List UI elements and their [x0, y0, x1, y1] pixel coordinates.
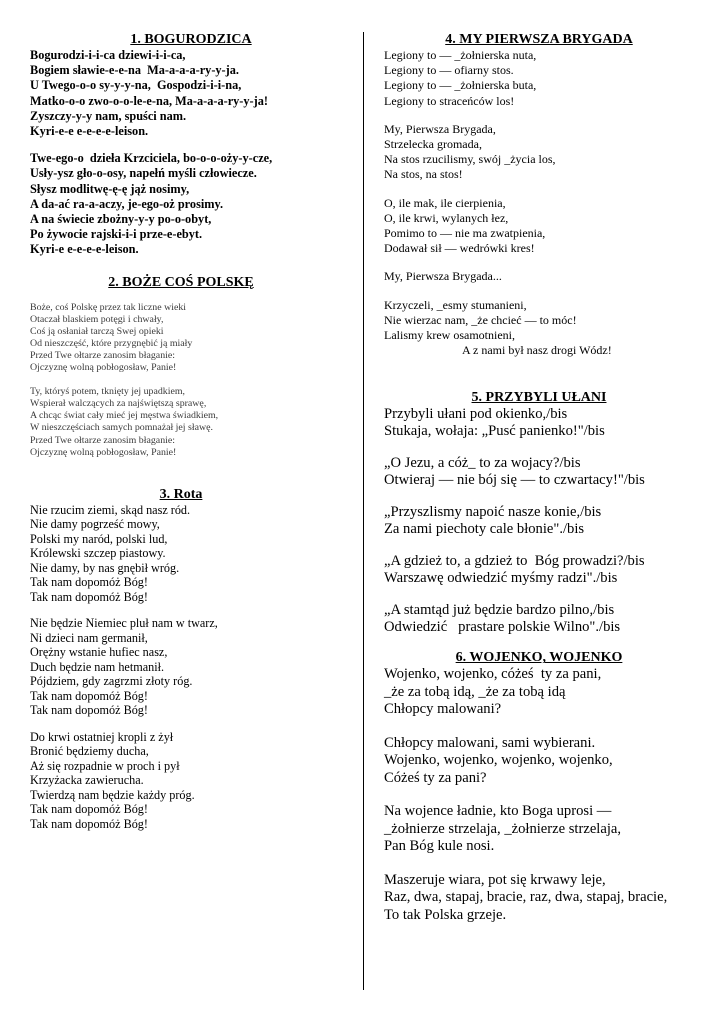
lyric-line: Legiony to straceńców los! [384, 93, 515, 108]
stanza [384, 455, 694, 489]
lyric-line: Bogiem sławie-e-e-na Ma-a-a-a-ry-y-ja. [30, 63, 239, 78]
stanza [384, 122, 694, 183]
left-column [30, 28, 332, 831]
stanza [384, 602, 694, 636]
lyric-line: Lalismy krew osamotnieni, [384, 328, 515, 343]
lyric-line: Dodawał sił — wedrówki kres! [384, 241, 535, 256]
lyric-line: Tak nam dopomóż Bóg! [30, 703, 148, 718]
lyric-line: Przybyli ułani pod okienko,/bis [384, 406, 568, 423]
lyric-line: Usły-ysz gło-o-osy, napełń myśli człowiecze. [30, 166, 257, 181]
stanza [30, 48, 332, 139]
stanza [384, 196, 694, 257]
lyric-line: Legiony to — _żołnierska buta, [384, 78, 537, 93]
lyric-line: Raz, dwa, stapaj, bracie, raz, dwa, stapaj, bracie, [384, 889, 668, 906]
lyric-line: Słysz modlitwę-ę-ę jąż nosimy, [30, 181, 190, 196]
lyric-line: Duch będzie nam hetmanił. [30, 659, 165, 674]
lyric-line: A na świecie zbożny-y-y po-o-obyt, [30, 212, 212, 227]
stanza [30, 503, 332, 605]
lyric-line: Za nami piechoty cale błonie"./bis [384, 521, 585, 538]
lyric-line: Twe-ego-o dzieła Krzciciela, bo-o-o-oży-y-cze, [30, 151, 273, 166]
stanza [384, 269, 694, 284]
lyric-line: U Twego-o-o sy-y-y-na, Gospodzi-i-i-na, [30, 78, 242, 93]
stanza [384, 298, 694, 359]
lyric-line: Królewski szczep piastowy. [30, 546, 166, 561]
lyric-line: Ty, któryś potem, tknięty jej upadkiem, [30, 386, 185, 398]
lyric-line: „A gdzież to, a gdzież to Bóg prowadzi?/bis [384, 553, 645, 570]
lyric-line: Nie wierzac nam, _że chcieć — to móc! [384, 312, 577, 327]
lyric-line: Matko-o-o zwo-o-o-le-e-na, Ma-a-a-a-ry-y-ja! [30, 93, 268, 108]
lyric-line: Tak nam dopomóż Bóg! [30, 688, 148, 703]
song-rota [30, 486, 332, 832]
lyric-line: Wspierał walczących za najświętszą sprawę, [30, 398, 207, 410]
lyric-line: „Przyszlismy napoić nasze konie,/bis [384, 504, 602, 521]
stanza [30, 730, 332, 832]
lyric-line: Tak nam dopomóż Bóg! [30, 816, 148, 831]
column-divider [363, 32, 364, 990]
lyric-line: Przed Twe ołtarze zanosim błaganie: [30, 434, 175, 446]
lyric-line: Ojczyznę wolną pobłogosław, Panie! [30, 446, 177, 458]
stanza [30, 386, 332, 459]
lyric-line: Krzyżacka zawierucha. [30, 773, 144, 788]
lyric-line: Na stos rzucilismy, swój _życia los, [384, 152, 556, 167]
lyric-line: Do krwi ostatniej kropli z żył [30, 729, 174, 744]
song-title: 2. BOŻE COŚ POLSKĘ [108, 274, 254, 290]
lyric-line: Maszeruje wiara, pot się krwawy leje, [384, 871, 606, 888]
lyric-line: Na stos, na stos! [384, 167, 463, 182]
lyric-line: Pan Bóg kule nosi. [384, 838, 495, 855]
lyric-line: Nie damy, by nas gnębił wróg. [30, 560, 180, 575]
stanza [30, 302, 332, 375]
lyric-line: Boże, coś Polskę przez tak liczne wieki [30, 301, 187, 313]
lyric-line: Stukaja, wołaja: „Pusć panienko!"/bis [384, 423, 605, 440]
lyric-line: Krzyczeli, _esmy stumanieni, [384, 297, 527, 312]
lyric-line: Na wojence ładnie, kto Boga uprosi — [384, 803, 612, 820]
lyric-line: Kyri-e-e e-e-e-e-leison. [30, 124, 149, 139]
lyric-line: A da-ać ra-a-aczy, je-ego-oż prosimy. [30, 196, 224, 211]
lyric-line: Po żywocie rajski-i-i prze-e-ebyt. [30, 227, 203, 242]
song-title: 4. MY PIERWSZA BRYGADA [445, 32, 633, 47]
lyric-line: Strzelecka gromada, [384, 137, 482, 152]
lyric-line: Pomimo to — nie ma zwatpienia, [384, 226, 546, 241]
lyric-line: Bogurodzi-i-i-ca dziewi-i-i-ca, [30, 48, 186, 62]
lyric-line: _żołnierze strzelaja, _żołnierze strzelaja, [384, 820, 622, 837]
lyric-line: Tak nam dopomóż Bóg! [30, 589, 148, 604]
lyric-line: My, Pierwsza Brygada... [384, 269, 502, 284]
lyric-line: Pójdziem, gdy zagrzmi złoty róg. [30, 674, 193, 689]
song-my-pierwsza-brygada [384, 28, 694, 358]
lyric-line: Warszawę odwiedzić myśmy radzi"./bis [384, 570, 618, 587]
lyric-line: Twierdzą nam będzie każdy próg. [30, 787, 195, 802]
song-wojenko-wojenko [384, 649, 694, 924]
lyric-line: To tak Polska grzeje. [384, 906, 507, 923]
lyric-line: Otaczał blaskiem potęgi i chwały, [30, 313, 164, 325]
lyric-line: Od nieszczęść, które przygnębić ją miały [30, 337, 193, 349]
lyric-line: „O Jezu, a cóż_ to za wojacy?/bis [384, 455, 581, 472]
lyric-line: W nieszczęściach samych pomnażał jej sławę. [30, 422, 213, 434]
lyric-line: Chłopcy malowani, sami wybierani. [384, 734, 596, 751]
stanza [384, 872, 694, 925]
stanza [384, 48, 694, 109]
lyric-line: A z nami był nasz drogi Wódz! [462, 343, 612, 358]
lyric-line: Nie rzucim ziemi, skąd nasz ród. [30, 502, 191, 517]
right-column [384, 28, 694, 924]
lyric-line: Ojczyznę wolną pobłogosław, Panie! [30, 362, 177, 374]
song-bogurodzica [30, 28, 332, 258]
lyric-line: Nie będzie Niemiec pluł nam w twarz, [30, 616, 218, 631]
lyric-line: Odwiedzić prastare polskie Wilno"./bis [384, 619, 621, 636]
lyric-line: Tak nam dopomóż Bóg! [30, 802, 148, 817]
lyric-line: Kyri-e e-e-e-e-leison. [30, 242, 139, 257]
lyric-line: Wojenko, wojenko, wojenko, wojenko, [384, 752, 613, 769]
lyric-line: Coś ją osłaniał tarczą Swej opieki [30, 325, 164, 337]
song-boze-cos-polske [30, 274, 332, 459]
song-title: 1. BOGURODZICA [130, 32, 252, 47]
lyric-line: Legiony to — _żołnierska nuta, [384, 48, 537, 62]
song-title: 5. PRZYBYLI UŁANI [471, 390, 607, 406]
lyric-line: „A stamtąd już będzie bardzo pilno,/bis [384, 602, 615, 619]
lyric-line: Tak nam dopomóż Bóg! [30, 575, 148, 590]
lyric-line: Ni dzieci nam germanił, [30, 630, 148, 645]
lyric-line: _że za tobą idą, _że za tobą idą [384, 683, 566, 700]
lyric-line: Orężny wstanie hufiec nasz, [30, 645, 168, 660]
song-przybyli-ulani [384, 389, 694, 636]
stanza [384, 504, 694, 538]
stanza [30, 616, 332, 718]
stanza [30, 151, 332, 257]
stanza [384, 803, 694, 856]
lyric-line: Nie damy pogrześć mowy, [30, 517, 160, 532]
lyric-line: A chcąc świat cały mieć jej męstwa świadkiem, [30, 410, 219, 422]
lyric-line: Cóżeś ty za pani? [384, 769, 487, 786]
song-title: 6. WOJENKO, WOJENKO [455, 650, 623, 666]
stanza [384, 735, 694, 788]
lyric-line: O, ile krwi, wylanych łez, [384, 210, 509, 225]
stanza [384, 666, 694, 719]
lyric-line: My, Pierwsza Brygada, [384, 121, 496, 136]
lyric-line: Legiony to — ofiarny stos. [384, 63, 514, 78]
lyric-line: Bronić będziemy ducha, [30, 744, 149, 759]
lyric-line: Przed Twe ołtarze zanosim błaganie: [30, 350, 175, 362]
lyric-line: Wojenko, wojenko, cóżeś ty za pani, [384, 666, 602, 683]
stanza [384, 406, 694, 440]
lyric-line: O, ile mak, ile cierpienia, [384, 195, 506, 210]
lyric-line: Aż się rozpadnie w proch i pył [30, 758, 180, 773]
stanza [384, 553, 694, 587]
lyric-line: Chłopcy malowani? [384, 701, 502, 718]
lyric-line: Polski my naród, polski lud, [30, 531, 168, 546]
song-title: 3. Rota [159, 486, 203, 502]
lyric-line: Zyszczy-y-y nam, spuści nam. [30, 108, 187, 123]
lyric-line: Otwieraj — nie bój się — to czwartacy!"/bis [384, 472, 645, 489]
